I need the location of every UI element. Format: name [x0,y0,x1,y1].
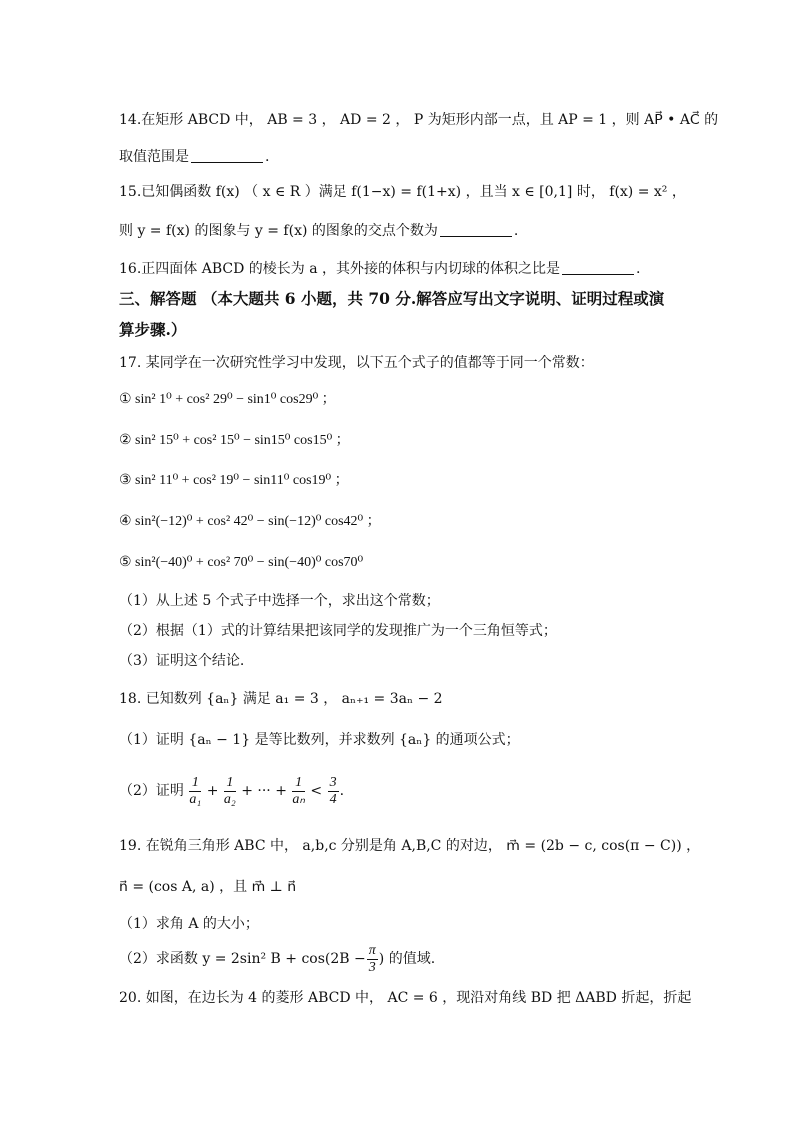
question-19-part-1: （1）求角 A 的大小； [119,916,259,932]
question-18-part-2 [119,772,344,810]
expression-3: ③ sin² 11⁰ + cos² 19⁰ − sin11⁰ cos19⁰ ； [119,473,349,488]
expression-4: ④ sin²(−12)⁰ + cos² 42⁰ − sin(−12)⁰ cos42⁰ ； [119,514,381,529]
question-14-line-1: 14.在矩形 ABCD 中， AB = 3 ， AD = 2 ， P 为矩形内部一点，且 AP = 1 ，则 AP⃗ • AC⃗ 的 [119,112,719,128]
fraction-1-over-a2 [224,775,236,808]
question-18-part-2-label: （2）证明 [119,783,184,799]
period: . [339,783,345,799]
section-3-heading-line-2: 算步骤.） [119,320,187,339]
plus-sign: + [206,783,219,799]
period: . [513,223,519,239]
denominator: a₁ [189,791,202,807]
question-15-line-1: 15.已知偶函数 f(x) （ x ∈ R ）满足 f(1−x) = f(1+x) ，且当 x ∈ [0,1] 时， f(x) = x² ， [119,184,686,200]
expression-5: ⑤ sin²(−40)⁰ + cos² 70⁰ − sin(−40)⁰ cos70⁰ [119,555,364,570]
question-19-part-2-tail: ) 的值域. [378,951,436,967]
question-20-stem: 20. 如图，在边长为 4 的菱形 ABCD 中， AC = 6 ，现沿对角线 BD 把 ΔABD 折起，折起 [119,990,692,1006]
question-19-part-2-text: （2）求函数 y = 2sin² B + cos(2B − [119,951,366,967]
question-17-part-1: （1）从上述 5 个式子中选择一个，求出这个常数； [119,593,440,609]
question-19-line-1: 19. 在锐角三角形 ABC 中， a,b,c 分别是角 A,B,C 的对边， m⃗ = (2b − c, cos(π − C)) ， [119,838,701,854]
period: . [636,261,641,277]
answer-blank [191,148,263,163]
question-14-text: 取值范围是 [119,149,189,165]
fraction-1-over-a1 [189,775,201,808]
expression-2: ② sin² 15⁰ + cos² 15⁰ − sin15⁰ cos15⁰ ； [119,433,350,448]
question-15-line-2 [119,221,518,241]
numerator: π [368,942,376,958]
fraction-1-over-an [292,775,305,808]
denominator: aₙ [292,791,305,807]
question-17-part-3: （3）证明这个结论. [119,653,245,669]
question-16-text: 16.正四面体 ABCD 的棱长为 a ，其外接的体积与内切球的体积之比是 [119,261,561,277]
question-17-part-2: （2）根据（1）式的计算结果把该同学的发现推广为一个三角恒等式； [119,623,557,639]
question-14-line-2 [119,147,269,167]
fraction-pi-over-3 [367,943,378,976]
expression-1: ① sin² 1⁰ + cos² 29⁰ − sin1⁰ cos29⁰ ； [119,392,336,407]
less-than-sign: < [310,783,323,799]
period: . [265,149,270,165]
numerator: 3 [329,774,337,790]
question-19-part-2 [119,940,435,978]
numerator: 1 [292,775,305,792]
question-19-line-2: n⃗ = (cos A, a) ，且 m⃗ ⊥ n⃗ [119,879,297,895]
question-18-stem: 18. 已知数列 {aₙ} 满足 a₁ = 3 ， aₙ₊₁ = 3aₙ − 2 [119,691,443,707]
question-17-stem: 17. 某同学在一次研究性学习中发现，以下五个式子的值都等于同一个常数： [119,355,594,371]
denominator: 3 [368,959,376,975]
fraction-3-over-4 [328,775,339,808]
numerator: 1 [224,775,236,792]
ellipsis-sum: + ··· + [241,783,287,799]
answer-blank [440,222,512,237]
denominator: 4 [329,791,337,807]
section-3-heading-line-1: 三、解答题 （本大题共 6 小题，共 70 分.解答应写出文字说明、证明过程或演 [119,289,665,308]
question-15-text: 则 y = f(x) 的图象与 y = f(x) 的图象的交点个数为 [119,223,438,239]
question-18-part-1: （1）证明 {aₙ − 1} 是等比数列，并求数列 {aₙ} 的通项公式； [119,732,520,748]
denominator: a₂ [223,791,236,807]
answer-blank [562,260,634,275]
question-16-line [119,259,640,279]
numerator: 1 [189,775,201,792]
